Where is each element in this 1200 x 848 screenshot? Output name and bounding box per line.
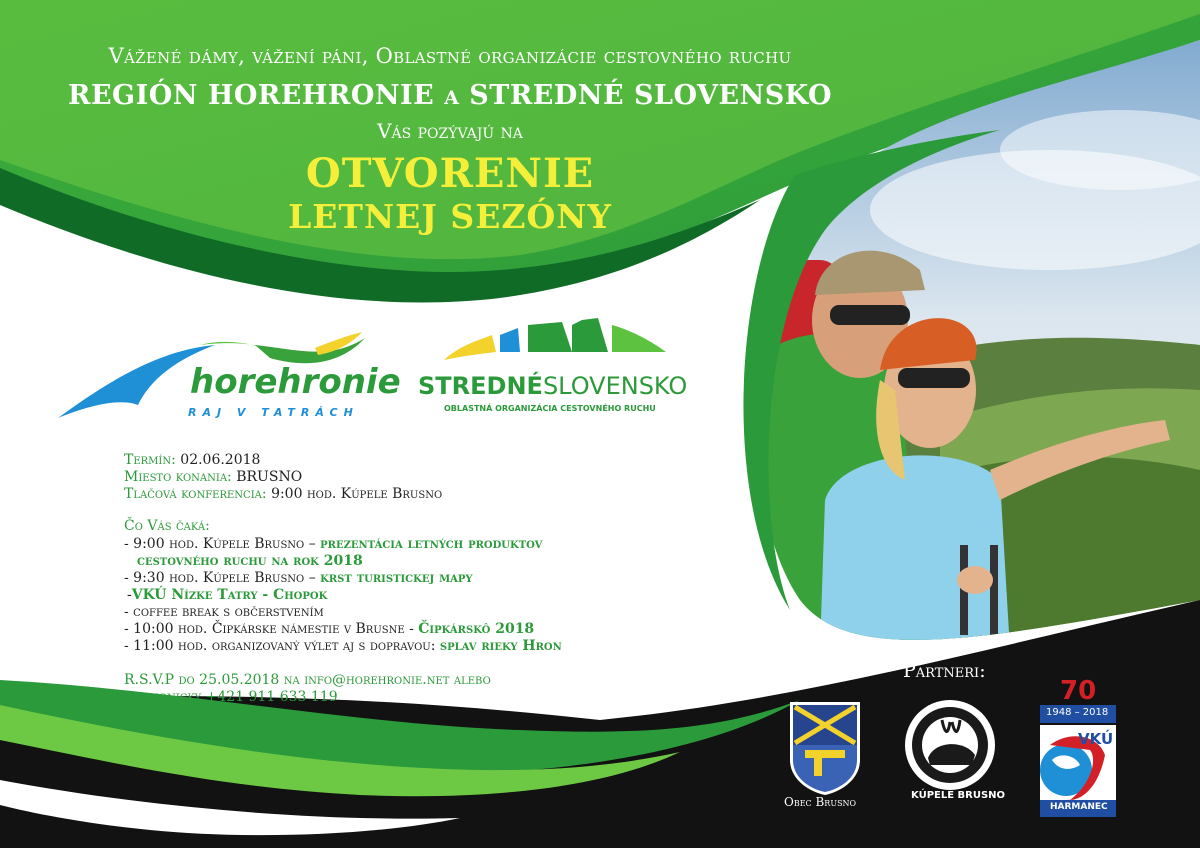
stredne-logo-name-part2: SLOVENSKO [542, 372, 688, 400]
program-item [124, 621, 534, 637]
program-item-highlight: cestovného ruchu na rok 2018 [137, 553, 363, 569]
program-item [127, 587, 327, 603]
tlacova-value: 9:00 hod. Kúpele Brusno [271, 486, 443, 502]
vku-name: VKÚ [1078, 730, 1114, 748]
program-item-highlight: Čipkárskô 2018 [418, 621, 535, 637]
invite-line: Vás pozývajú na [377, 119, 523, 143]
termin-label: Termín: [124, 452, 176, 468]
program-item-highlight: krst turistickej mapy [320, 570, 473, 586]
rsvp-line1: R.S.V.P do 25.05.2018 na info@horehronie.net alebo [124, 672, 491, 688]
program-item-lead: - [127, 587, 132, 603]
vku-harmanec-logo [1040, 705, 1116, 817]
program-item-lead: - 10:00 hod. Čipkárske námestie v Brusne - [124, 621, 419, 637]
program-item-lead: - 9:30 hod. Kúpele Brusno – [124, 570, 321, 586]
stredne-logo-name-part1: STREDNÉ [418, 372, 543, 400]
vku-anniversary-number: 70 [1060, 676, 1097, 706]
vku-place: HARMANEC [1050, 802, 1108, 812]
program-item [124, 570, 473, 586]
tlacova-label: Tlačová konferencia: [124, 486, 267, 502]
termin-value: 02.06.2018 [180, 452, 261, 468]
program-item-highlight: splav rieky Hron [439, 638, 562, 654]
termin-row [124, 452, 260, 468]
kupele-brusno-label: KÚPELE BRUSNO [911, 790, 1006, 801]
kupele-brusno-logo [905, 700, 995, 790]
obec-brusno-label: Obec Brusno [784, 795, 857, 809]
program-item-lead: - 11:00 hod. organizovaný výlet aj s dopravou: [124, 638, 440, 654]
miesto-row [124, 469, 302, 485]
program-item-highlight: prezentácia letných produktov [320, 536, 543, 552]
organizers-line: REGIÓN HOREHRONIE a STREDNÉ SLOVENSKO [68, 80, 832, 111]
event-title-line2: LETNEJ SEZÓNY [288, 197, 612, 236]
miesto-value: BRUSNO [236, 469, 303, 485]
partners-heading: Partneri: [903, 660, 986, 682]
stredne-logo-name [418, 372, 687, 400]
horehronie-logo-tagline: RAJ V TATRÁCH [188, 406, 359, 419]
tlacova-row [124, 486, 442, 502]
program-item [137, 553, 363, 569]
miesto-label: Miesto konania: [124, 469, 232, 485]
program-heading: Čo Vás čaká: [124, 518, 210, 534]
vku-years: 1948 – 2018 [1046, 707, 1109, 718]
program-item-highlight: VKÚ Nízke Tatry - Chopok [131, 587, 328, 603]
gift-note: Darček pre každého! [290, 724, 428, 740]
event-title-line1: OTVORENIE [305, 150, 595, 197]
greeting-line: Vážené dámy, vážení páni, Oblastné organizácie cestovného ruchu [108, 44, 792, 68]
obec-brusno-coat-of-arms [790, 702, 860, 795]
program-item [124, 604, 324, 620]
program-item [124, 536, 542, 552]
stredne-logo-tagline: OBLASTNÁ ORGANIZÁCIA CESTOVNÉHO RUCHU [444, 404, 656, 413]
program-item-lead: - 9:00 hod. Kúpele Brusno – [124, 536, 321, 552]
program-item-lead: - coffee break s občerstvením [124, 604, 324, 620]
program-item [124, 638, 562, 654]
stredne-logo-mark-yellow [444, 335, 496, 360]
horehronie-logo-name: horehronie [190, 362, 401, 402]
rsvp-line2: telefonicky +421 911 633 119 [124, 689, 338, 705]
